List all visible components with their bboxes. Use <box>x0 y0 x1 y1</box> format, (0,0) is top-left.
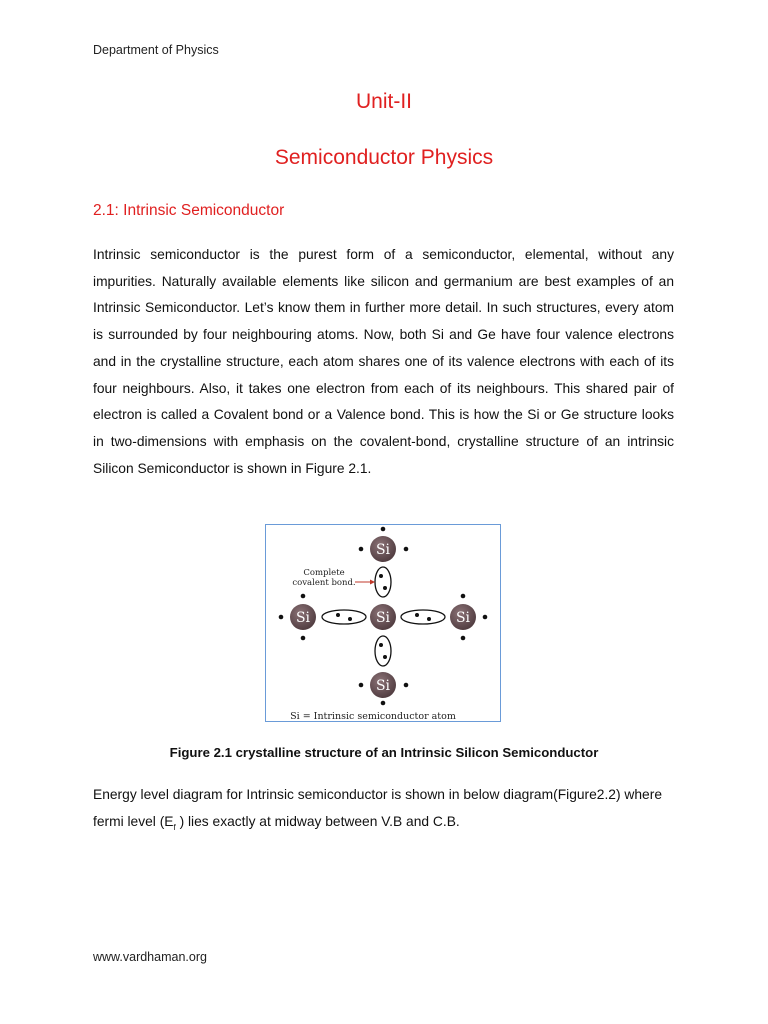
footer-website[interactable]: www.vardhaman.org <box>93 950 207 964</box>
crystal-structure-diagram <box>266 525 500 721</box>
svg-text:Si: Si <box>375 542 391 558</box>
crystal-structure-figure <box>265 524 501 722</box>
atom-right <box>450 604 476 630</box>
atom-bottom <box>370 672 396 698</box>
svg-text:Si: Si <box>295 610 311 626</box>
unit-title: Unit-II <box>355 90 412 113</box>
energy-text-part1: Energy level diagram for Intrinsic semiconductor is shown in below diagram(Figure2.2) where fermi level (E <box>93 787 662 829</box>
atom-top <box>370 536 396 562</box>
svg-text:Si: Si <box>455 610 471 626</box>
bond-bottom <box>375 636 391 666</box>
svg-text:Si: Si <box>375 610 391 626</box>
fermi-subscript: f <box>173 822 176 832</box>
bond-left <box>322 610 366 624</box>
atom-left <box>290 604 316 630</box>
page-title: Semiconductor Physics <box>274 146 494 169</box>
intro-paragraph: Intrinsic semiconductor is the purest form of a semiconductor, elemental, without any impurities. Naturally available elements like silicon and germanium are best examples of an Intrinsic Semiconductor. Let’s know them in further more detail. In such structures, every atom is surrounded by four neighbouring atoms. Now, both Si and Ge have four valence electrons and in the crystalline structure, each atom shares one of its valence electrons with each of its four neighbours. Also, it takes one electron from each of its neighbours. This shared pair of electron is called a Covalent bond or a Valence bond. This is how the Si or Ge structure looks in two-dimensions with emphasis on the covalent-bond, crystalline structure of an intrinsic Silicon Semiconductor is shown in Figure 2.1. <box>93 247 674 476</box>
energy-text-part2: ) lies exactly at midway between V.B and C.B. <box>175 813 460 829</box>
bond-label-line1: Complete <box>303 568 345 578</box>
bond-label-line2: covalent bond. <box>292 578 356 588</box>
page-header: Department of Physics <box>93 43 219 57</box>
bond-right <box>401 610 445 624</box>
atom-center <box>370 604 396 630</box>
bond-top <box>375 567 391 597</box>
svg-text:Si: Si <box>375 678 391 694</box>
bond-arrow-head <box>370 580 375 585</box>
section-heading: 2.1: Intrinsic Semiconductor <box>93 202 285 219</box>
figure-caption: Figure 2.1 crystalline structure of an Intrinsic Silicon Semiconductor <box>169 745 599 760</box>
energy-level-paragraph <box>93 782 693 841</box>
figure-legend: Si = Intrinsic semiconductor atom <box>290 711 456 721</box>
